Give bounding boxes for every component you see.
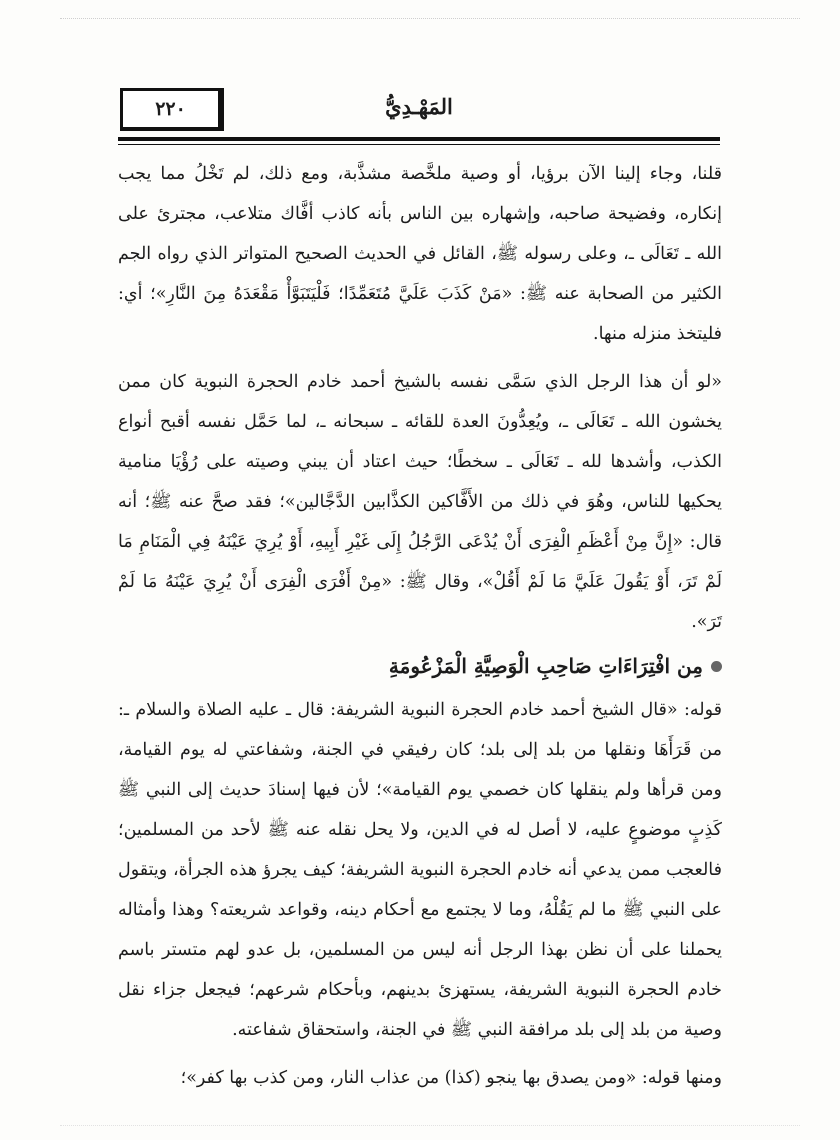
page-number-box	[120, 88, 224, 131]
top-dotted-border	[60, 18, 800, 19]
paragraph-3: قوله: «قال الشيخ أحمد خادم الحجرة النبوية الشريفة: قال ـ عليه الصلاة والسلام ـ: من قَرَأَهَا ونقلها من بلد إلى بلد؛ كان رفيقي في الجنة، وشفاعتي له يوم القيامة، ومن قرأها ولم ينقلها كان خصمي يوم القيامة»؛ لأن فيها إسنادَ حديث إلى النبي ﷺ كَذِبٍ موضوعٍ عليه، لا أصل له في الدين، ولا يحل نقله عنه ﷺ لأحد من المسلمين؛ فالعجب ممن يدعي أنه خادم الحجرة النبوية الشريفة؛ كيف يجرؤ هذه الجرأة، ويتقول على النبي ﷺ ما لم يَقُلْهُ، وما لا يجتمع مع أحكام دينه، وقواعد شريعته؟ وهذا وأمثاله يحملنا على أن نظن بهذا الرجل أنه ليس من المسلمين، بل عدو لهم متستر باسم خادم الحجرة النبوية الشريفة، يستهزئ بدينهم، وبأحكام شرعهم؛ فيجعل جزاء نقل وصية من بلد إلى بلد مرافقة النبي ﷺ في الجنة، واستحقاق شفاعته.	[118, 700, 722, 1040]
section-heading	[118, 646, 722, 686]
bullet-icon	[711, 661, 722, 672]
page-header	[120, 88, 718, 132]
page-body	[118, 154, 722, 1098]
paragraph-4: ومنها قوله: «ومن يصدق بها ينجو (كذا) من عذاب النار، ومن كذب بها كفر»؛	[180, 1068, 722, 1088]
header-rule-thin	[118, 144, 720, 145]
running-title: المَهْـدِيُّ	[385, 94, 453, 119]
page-number: ٢٢٠	[155, 98, 186, 120]
bottom-dotted-border	[60, 1125, 800, 1126]
section-heading-text: مِن افْتِرَاءَاتِ صَاحِبِ الْوَصِيَّةِ الْمَزْعُومَةِ	[388, 654, 703, 678]
header-rule-thick	[118, 137, 720, 141]
paragraph-2: «لو أن هذا الرجل الذي سَمَّى نفسه بالشيخ أحمد خادم الحجرة النبوية كان ممن يخشون الله ـ تَعَالَى ـ، ويُعِدُّونَ العدة للقائه ـ سبحانه ـ، لما حَمَّل نفسه أقبح أنواع الكذب، وأشدها لله ـ تَعَالَى ـ سخطًا؛ حيث اعتاد أن يبني وصيته على رُؤْيَا منامية يحكيها للناس، وهُوَ في ذلك من الأَفَّاكين الكذَّابين الدَّجَّالين»؛ فقد صحَّ عنه ﷺ؛ أنه قال: «إِنَّ مِنْ أَعْظَمِ الْفِرَى أَنْ يُدْعَى الرَّجُلُ إِلَى غَيْرِ أَبِيهِ، أَوْ يُرِيَ عَيْنَهُ فِي الْمَنَامِ مَا لَمْ تَرَ، أَوْ يَقُولَ عَلَيَّ مَا لَمْ أَقُلْ»، وقال ﷺ: «مِنْ أَفْرَى الْفِرَى أَنْ يُرِيَ عَيْنَهُ مَا لَمْ تَرَ».	[118, 372, 722, 632]
paragraph-1: قلنا، وجاء إلينا الآن برؤيا، أو وصية ملخَّصة مشذَّبة، ومع ذلك، لم تَخْلُ مما يجب إنكاره، وفضيحة صاحبه، وإشهاره بين الناس بأنه كاذب أفَّاك متلاعب، مجترئ على الله ـ تَعَالَى ـ، وعلى رسوله ﷺ، القائل في الحديث الصحيح المتواتر الذي رواه الجم الكثير من الصحابة عنه ﷺ: «مَنْ كَذَبَ عَلَيَّ مُتَعَمِّدًا؛ فَلْيَتَبَوَّأْ مَقْعَدَهُ مِنَ النَّارِ»؛ أي: فليتخذ منزله منها.	[118, 164, 722, 344]
